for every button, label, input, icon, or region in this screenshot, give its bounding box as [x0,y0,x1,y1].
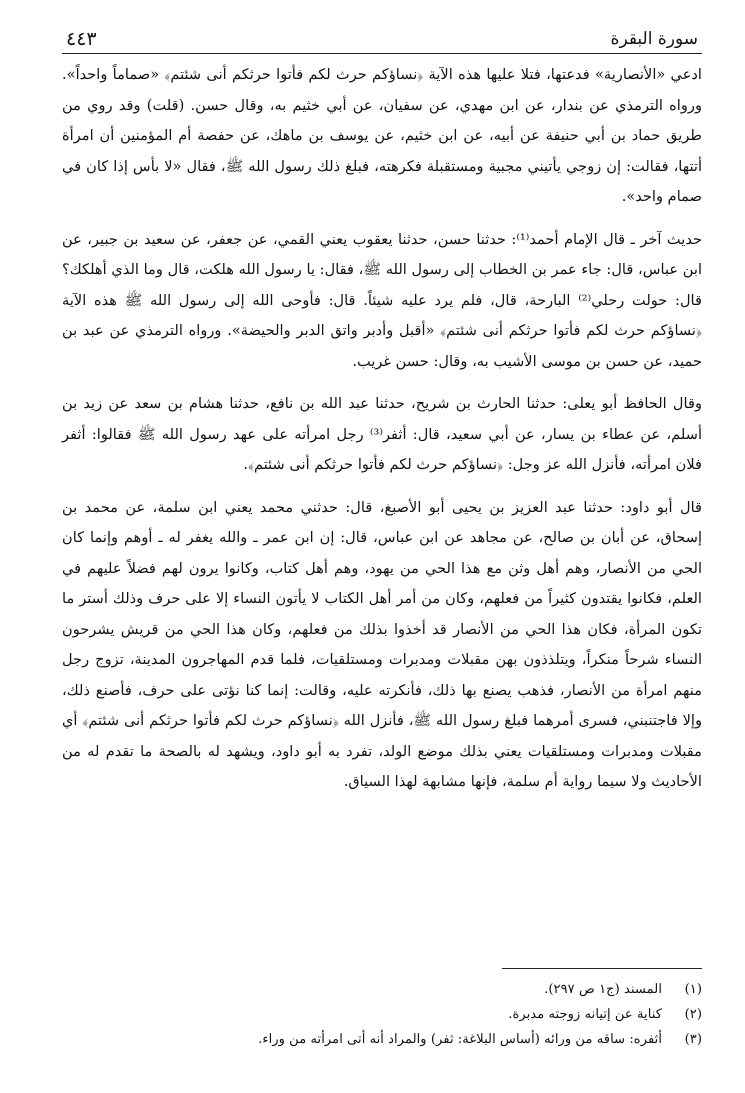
paragraph: قال أبو داود: حدثنا عبد العزيز بن يحيى أبو الأصبغ، قال: حدثني محمد يعني ابن سلمة، عن محمد بن إسحاق، عن أبان بن صالح، عن مجاهد عن ابن عباس، قال: إن ابن عمر ـ والله يغفر له ـ أوهم وإنما كان الحي من الأنصار، وهم أهل وثن مع هذا الحي من يهود، وهم أهل كتاب، وكانوا يرون لهم فضلاً عليهم في العلم، فكانوا يقتدون كثيراً من فعلهم، وكان من أمر أهل الكتاب لا يأتون النساء إلا على حرف وذلك أستر ما تكون المرأة، فكان هذا الحي من الأنصار قد أخذوا بذلك من فعلهم، وكان هذا الحي من قريش يشرحون النساء شرحاً منكراً، ويتلذذون بهن مقبلات ومدبرات ومستلقيات، فلما قدم المهاجرون المدينة، تزوج رجل منهم امرأة من الأنصار، فذهب يصنع بها ذلك، فأنكرته عليه، وقالت: إنما كنا نؤتى على حرف، فأصنع ذلك، وإلا فاجتنبني، فسرى أمرهما فبلغ رسول الله ﷺ، فأنزل الله ﴿نساؤكم حرث لكم فأتوا حرثكم أنى شئتم﴾ أي مقبلات ومدبرات ومستلقيات يعني بذلك موضع الولد، تفرد به أبو داود، ويشهد له بالصحة ما تقدم له من الأحاديث ولا سيما رواية أم سلمة، فإنها مشابهة لهذا السياق. [62,498,703,790]
footnote-number: (٣) [684,1032,702,1047]
footnote-divider [502,968,702,969]
paragraph: حديث آخر ـ قال الإمام أحمد⁽¹⁾: حدثنا حسن، حدثنا يعقوب يعني القمي، عن جعفر، عن سعيد بن جبير، عن ابن عباس، قال: جاء عمر بن الخطاب إلى رسول الله ﷺ، فقال: يا رسول الله هلكت، قال وما الذي أهلكك؟ قال: حولت رحلي⁽²⁾ البارحة، قال، فلم يرد عليه شيئاً. قال: فأوحى الله إلى رسول الله ﷺ هذه الآية ﴿نساؤكم حرث لكم فأتوا حرثكم أنى شئتم﴾ «أقبل وأدبر واتق الدبر والحيضة». ورواه الترمذي عن عبد بن حميد، عن حسن بن موسى الأشيب به، وقال: حسن غريب. [62,230,702,370]
footnote-number: (٢) [684,1007,702,1022]
footnote [62,1002,702,1027]
surah-title: سورة البقرة [610,29,698,49]
paragraph: ادعي «الأنصارية» فدعتها، فتلا عليها هذه الآية ﴿نساؤكم حرث لكم فأتوا حرثكم أنى شئتم﴾ «صماماً واحداً». ورواه الترمذي عن بندار، عن ابن مهدي، عن سفيان، عن أبي خثيم به، وقال حسن. (قلت) وقد روي من طريق حماد بن أبي حنيفة عن أبيه، عن ابن خثيم، عن يوسف بن ماهك، عن حفصة أم المؤمنين أن امرأة أتتها، فقالت: إن زوجي يأتيني مجبية ومستقبلة فكرهته، فبلغ ذلك رسول الله ﷺ، فقال «لا بأس إذا كان في صمام واحد». [62,66,702,205]
footnote-text: المسند (ج١ ص ٢٩٧). [544,982,662,997]
footnote-text: أثفره: ساقه من ورائه (أساس البلاغة: ثفر) والمراد أنه أتى امرأته من وراء. [258,1032,662,1047]
footnote-number: (١) [684,982,702,997]
paragraph: وقال الحافظ أبو يعلى: حدثنا الحارث بن شريح، حدثنا عبد الله بن نافع، حدثنا هشام بن سعد عن زيد بن أسلم، عن عطاء بن يسار، عن أبي سعيد، قال: أثفر⁽³⁾ رجل امرأته على عهد رسول الله ﷺ فقالوا: أثفر فلان امرأته، فأنزل الله عز وجل: ﴿نساؤكم حرث لكم فأتوا حرثكم أنى شئتم﴾. [62,395,703,473]
running-header [62,28,702,54]
document-page [62,28,702,798]
footnote [62,1027,702,1052]
footnote-text: كناية عن إتيانه زوجته مدبرة. [508,1007,662,1022]
page-number: ٤٤٣ [66,28,97,50]
footnote [62,977,702,1002]
footnotes [62,968,702,1052]
body-text [62,60,702,798]
